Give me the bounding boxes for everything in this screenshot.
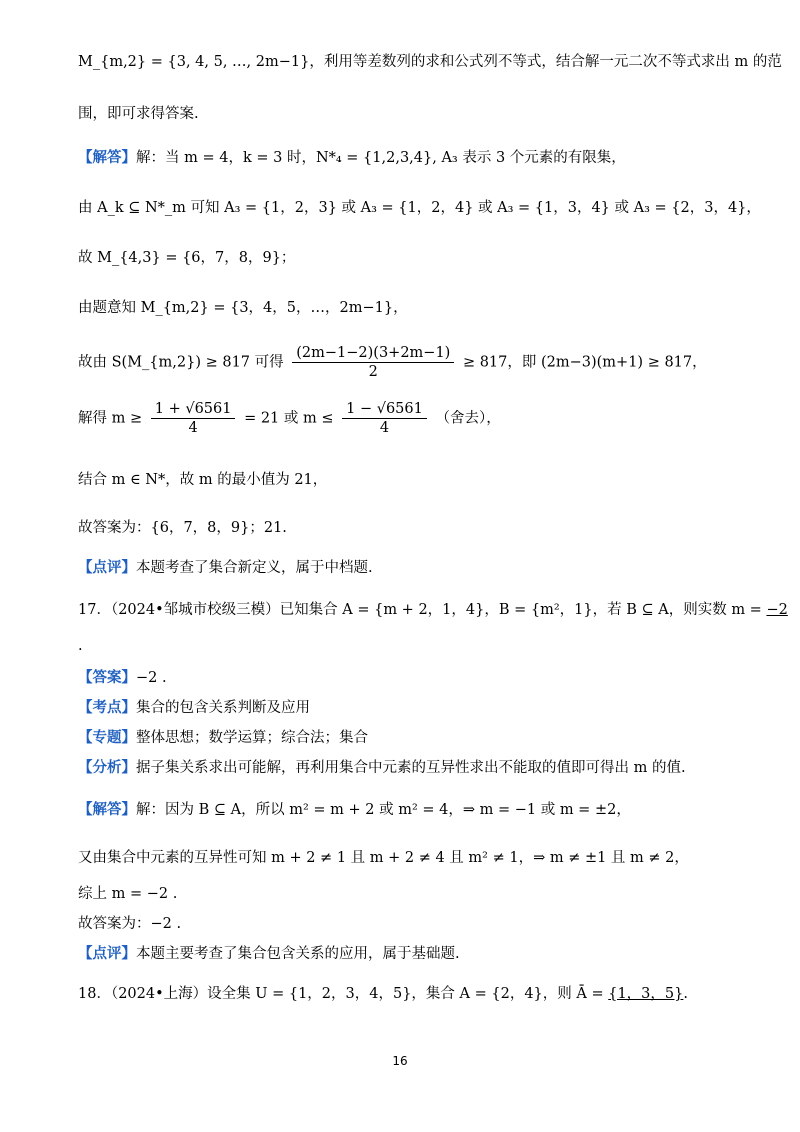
text-line: 【分析】据子集关系求出可能解，再利用集合中元素的互异性求出不能取的值即可得出 m 的值. <box>78 760 686 776</box>
text-line: 【点评】本题考查了集合新定义，属于中档题. <box>78 560 373 576</box>
answer-blank: {1，3，5} <box>608 986 684 1002</box>
text-line: 又由集合中元素的互异性可知 m + 2 ≠ 1 且 m + 2 ≠ 4 且 m² ≠ 1，⇒ m ≠ ±1 且 m ≠ 2， <box>78 850 689 866</box>
text-line: 由 A_k ⊆ N*_m 可知 A₃ = {1，2，3} 或 A₃ = {1，2，4} 或 A₃ = {1，3，4} 或 A₃ = {2，3，4}， <box>78 200 761 216</box>
page-number: 16 <box>392 1054 408 1068</box>
section-tag: 【考点】 <box>78 700 136 716</box>
text-line: 综上 m = −2 . <box>78 886 178 902</box>
text-line: 故答案为：{6，7，8，9}；21. <box>78 520 287 536</box>
question-18: 18．（2024•上海）设全集 U = {1，2，3，4，5}，集合 A = {2，4}，则 Ā = {1，3，5}. <box>78 986 688 1002</box>
text-line: M_{m,2} = {3, 4, 5, …, 2m−1}，利用等差数列的求和公式列不等式，结合解一元二次不等式求出 m 的范 <box>78 54 782 70</box>
question-17: 17．（2024•邹城市校级三模）已知集合 A = {m + 2，1，4}，B = {m²，1}，若 B ⊆ A，则实数 m = −2 <box>78 602 788 618</box>
text-line: 【解答】解：因为 B ⊆ A，所以 m² = m + 2 或 m² = 4，⇒ m = −1 或 m = ±2， <box>78 802 631 818</box>
text-line: 解得 m ≥ $\frac{1 + √6561}{4}$ = 21 或 m ≤ $\frac{1 - √6561}{4}$ （舍去）， <box>78 401 501 436</box>
text-line: 故答案为：−2 . <box>78 916 182 932</box>
text-line: 结合 m ∈ N*，故 m 的最小值为 21， <box>78 472 328 488</box>
text-line: 故 M_{4,3} = {6，7，8，9}； <box>78 250 296 266</box>
text-line: 故由 S(M_{m,2}) ≥ 817 可得 $\frac{(2m-1-2)(3+2m-1)}{2}$ ≥ 817，即 (2m−3)(m+1) ≥ 817， <box>78 345 707 380</box>
section-tag: 【解答】 <box>78 802 136 818</box>
section-tag: 【点评】 <box>78 946 136 962</box>
text-line: 【专题】整体思想；数学运算；综合法；集合 <box>78 730 368 746</box>
text-line: 由题意知 M_{m,2} = {3，4，5，…，2m−1}， <box>78 300 408 316</box>
section-tag: 【解答】 <box>78 150 136 166</box>
section-tag: 【点评】 <box>78 560 136 576</box>
text-line: 【解答】解：当 m = 4，k = 3 时，N*₄ = {1,2,3,4}, A₃ 表示 3 个元素的有限集， <box>78 150 626 166</box>
text-line: 【考点】集合的包含关系判断及应用 <box>78 700 310 716</box>
text-line: . <box>78 638 83 654</box>
fraction: $\frac{1 - √6561}{4}$ <box>342 400 427 437</box>
fraction: $\frac{(2m-1-2)(3+2m-1)}{2}$ <box>292 344 454 381</box>
answer-blank: −2 <box>766 602 788 618</box>
text-line: 围，即可求得答案. <box>78 106 199 122</box>
text-line: 【答案】−2 . <box>78 670 167 686</box>
fraction: $\frac{1 + √6561}{4}$ <box>151 400 236 437</box>
section-tag: 【专题】 <box>78 730 136 746</box>
text-line: 【点评】本题主要考查了集合包含关系的应用，属于基础题. <box>78 946 460 962</box>
section-tag: 【答案】 <box>78 670 136 686</box>
section-tag: 【分析】 <box>78 760 136 776</box>
